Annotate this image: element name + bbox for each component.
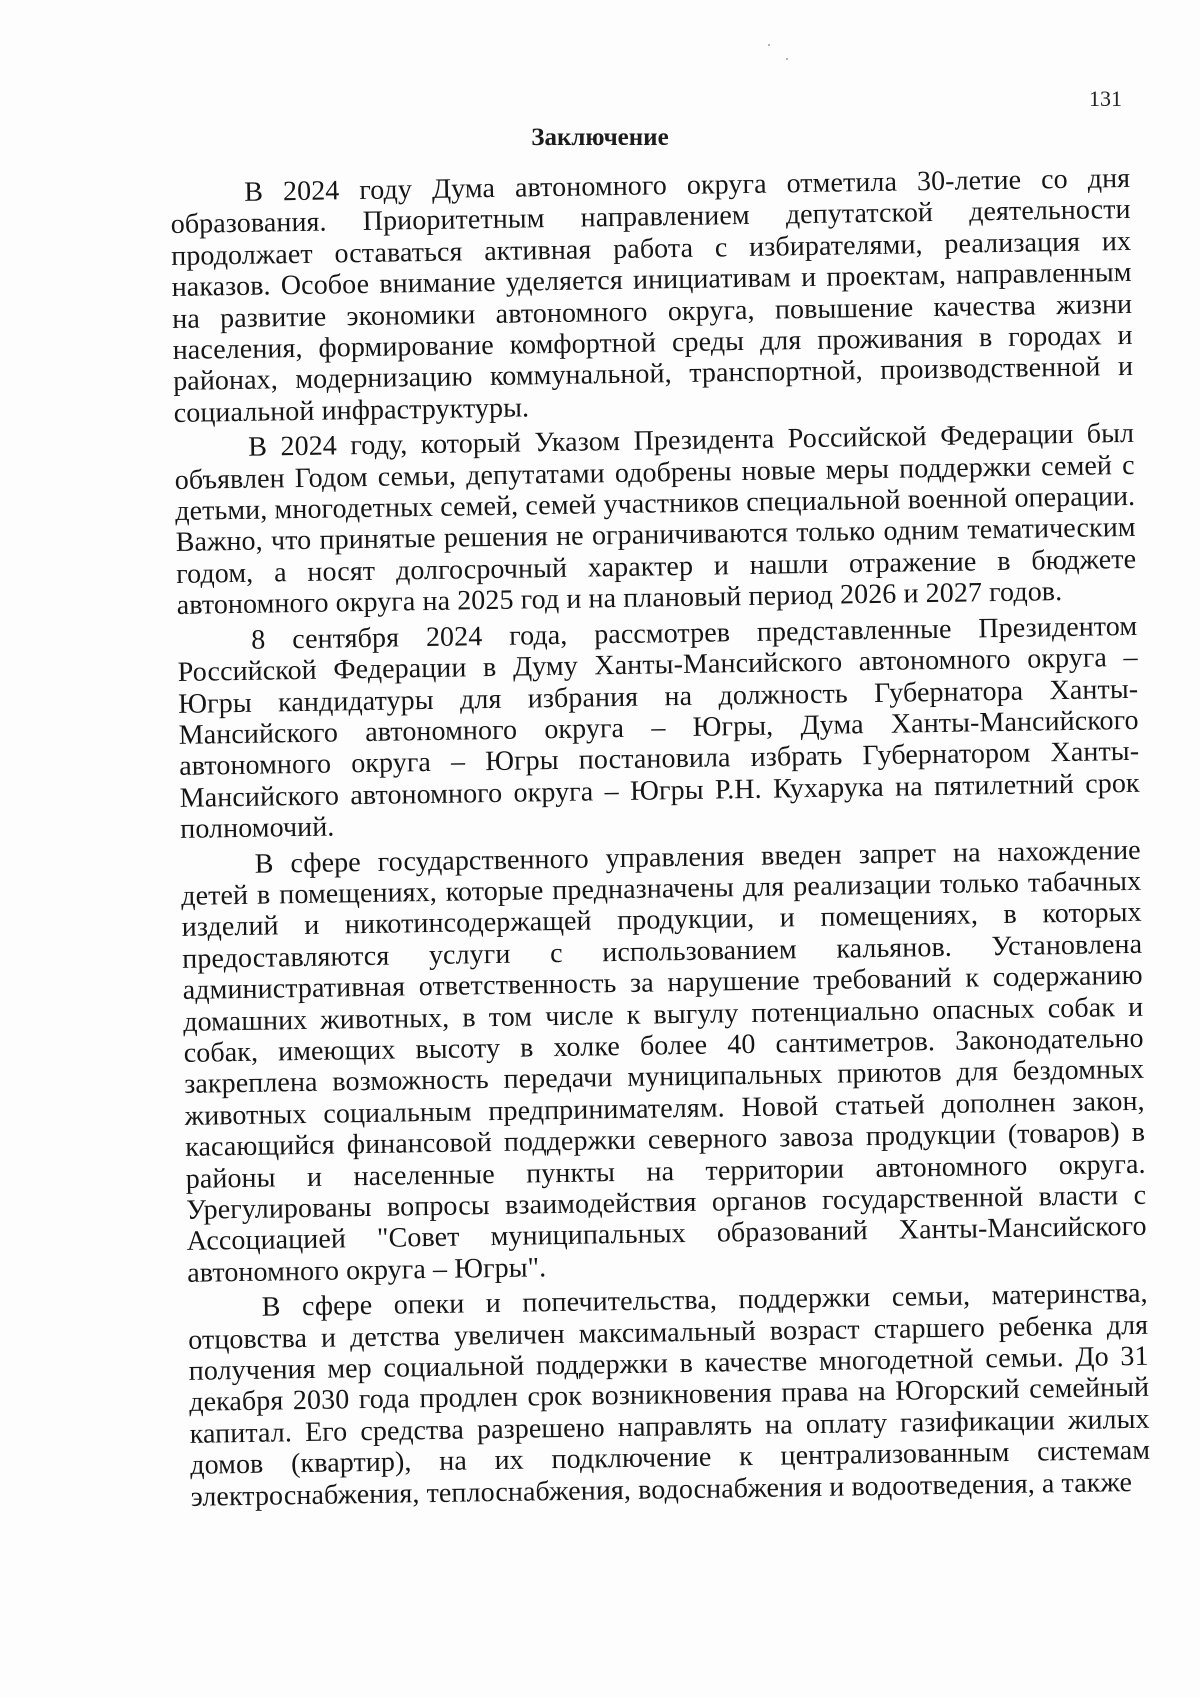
paragraph: В сфере опеки и попечительства, поддержки семьи, материнства, отцовства и детства увеличен максимальный возраст старшего ребенка для получения мер социальной поддержки в качестве многодетной семьи. До 31 декабря 2030 года продлен срок возникновения права на Югорский семейный капитал. Его средства разрешено направлять на оплату газификации жилых домов (квартир), на их подключение к централизованным системам электроснабжения, теплоснабжения, водоснабжения и водоотведения, а также [188, 1278, 1151, 1513]
paragraph: В 2024 году, который Указом Президента Российской Федерации был объявлен Годом семьи, депутатами одобрены новые меры поддержки семей с детьми, многодетных семей, семей участников специальной военной операции. Важно, что принятые решения не ограничиваются только одним тематическим годом, а носят долгосрочный характер и нашли отражение в бюджете автономного округа на 2025 год и на плановый период 2026 и 2027 годов. [174, 418, 1137, 622]
body-text [170, 163, 1151, 1517]
page-number: 131 [1089, 86, 1122, 111]
paragraph: В 2024 году Дума автономного округа отметила 30-летие со дня образования. Приоритетным направлением депутатской деятельности продолжает оставаться активная работа с избирателями, реализация их наказов. Особое внимание уделяется инициативам и проектам, направленным на развитие экономики автономного округа, повышение качества жизни населения, формирование комфортной среды для проживания в городах и районах, модернизацию коммунальной, транспортной, производственной и социальной инфраструктуры. [170, 162, 1134, 429]
scan-speck [768, 44, 770, 46]
section-title: Заключение [531, 124, 669, 151]
paragraph: В сфере государственного управления введен запрет на нахождение детей в помещениях, которые предназначены для реализации только табачных изделий и никотинсодержащей продукции, и помещениях, в которых предоставляются услуги с использованием кальянов. Установлена административная ответственность за нарушение требований к содержанию домашних животных, в том числе к выгулу потенциально опасных собак и собак, имеющих высоту в холке более 40 сантиметров. Законодательно закреплена возможность передачи муниципальных приютов для бездомных животных социальным предпринимателям. Новой статьей дополнен закон, касающийся финансовой поддержки северного завоза продукции (товаров) в районы и населенные пункты на территории автономного округа. Урегулированы вопросы взаимодействия органов государственной власти с Ассоциацией "Совет муниципальных образований Ханты-Мансийского автономного округа – Югры". [181, 834, 1147, 1289]
paragraph: 8 сентября 2024 года, рассмотрев представленные Президентом Российской Федерации в Думу Ханты-Мансийского автономного округа – Югры кандидатуры для избрания на должность Губернатора Ханты-Мансийского автономного округа – Югры, Дума Ханты-Мансийского автономного округа – Югры постановила избрать Губернатором Ханты-Мансийского автономного округа – Югры Р.Н. Кухарука на пятилетний срок полномочий. [177, 610, 1140, 846]
scan-speck [786, 58, 788, 60]
